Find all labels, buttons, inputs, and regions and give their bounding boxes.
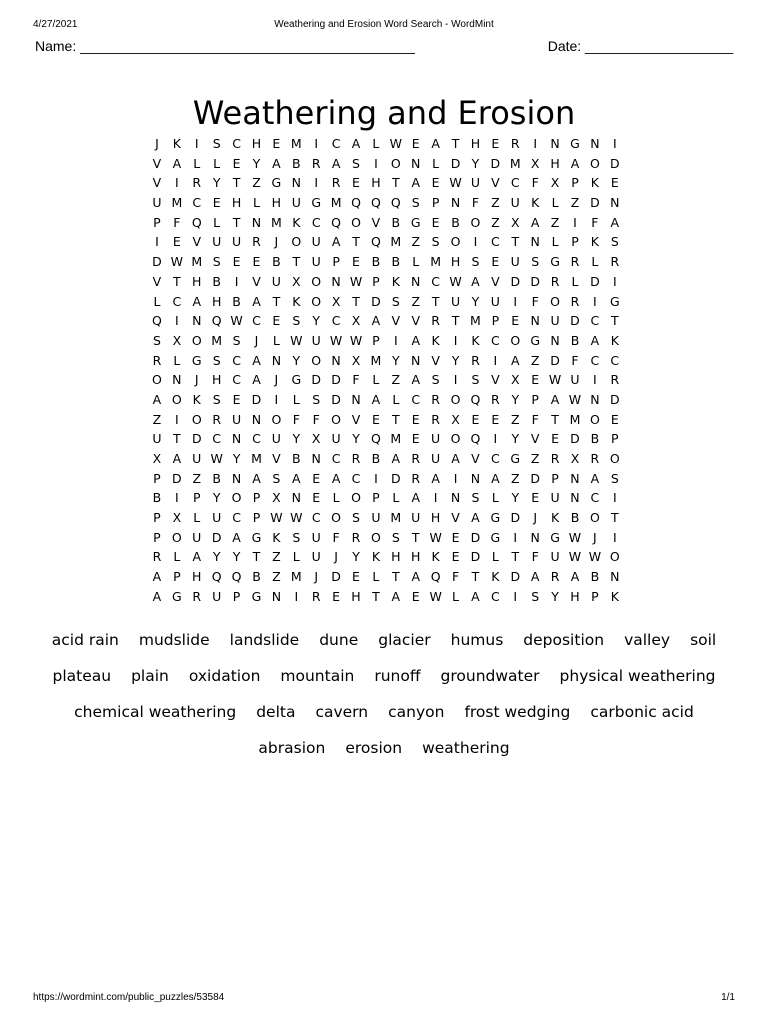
word-list-item: physical weathering bbox=[559, 667, 716, 685]
word-list-row bbox=[20, 662, 748, 698]
word-list-item: glacier bbox=[378, 631, 431, 649]
grid-row: R L A Y Y T Z L U J Y K H H K E D L T F U W W O bbox=[152, 549, 620, 565]
word-list-item: abrasion bbox=[258, 739, 326, 757]
word-list-item: delta bbox=[256, 703, 296, 721]
word-list-item: canyon bbox=[388, 703, 445, 721]
grid-row: L C A H B A T K O X T D S Z T U Y U I F O R I G bbox=[153, 293, 620, 309]
grid-row: J K I S C H E M I C A L W E A T H E R I N G N I bbox=[155, 136, 617, 151]
print-page-title: Weathering and Erosion Word Search - WordMint bbox=[274, 19, 494, 30]
grid-row: P D Z B N A S A E A C I D R A I N A Z D P N A S bbox=[153, 470, 619, 486]
date-field: Date: ___________________ bbox=[547, 38, 733, 54]
page-title: Weathering and Erosion bbox=[192, 94, 576, 133]
grid-row: V I R Y T Z G N I R E H T A E W U V C F X P K E bbox=[152, 175, 619, 191]
word-list-item: soil bbox=[690, 631, 717, 649]
grid-row: P F Q L T N M K C Q O V B G E B O Z X A Z I F A bbox=[153, 214, 620, 230]
word-list-item: chemical weathering bbox=[74, 703, 237, 721]
word-list-row bbox=[20, 626, 748, 662]
print-header bbox=[33, 19, 735, 33]
grid-row: O N J H C A J G D D F L Z A S I S V X E W U I R bbox=[152, 372, 620, 388]
word-list-item: carbonic acid bbox=[590, 703, 694, 721]
name-field: Name: ___________________________________________ bbox=[35, 38, 415, 54]
word-list-item: groundwater bbox=[440, 667, 540, 685]
word-list-item: plateau bbox=[52, 667, 112, 685]
word-list-item: runoff bbox=[374, 667, 421, 685]
word-search-grid bbox=[147, 134, 625, 607]
print-date: 4/27/2021 bbox=[33, 19, 78, 30]
word-list-row bbox=[20, 734, 748, 770]
grid-row: U T D C N C U Y X U Y Q M E U O Q I Y V E D B P bbox=[152, 431, 619, 447]
word-list-item: weathering bbox=[422, 739, 510, 757]
word-list-item: landslide bbox=[229, 631, 300, 649]
footer-page-number: 1/1 bbox=[721, 992, 735, 1003]
word-list-item: cavern bbox=[315, 703, 369, 721]
grid-row: A P H Q Q B Z M J D E L T A Q F T K D A R A B N bbox=[152, 569, 620, 585]
grid-row: B I P Y O P X N E L O P L A I N S L Y E U N C I bbox=[152, 490, 617, 506]
word-list bbox=[20, 626, 748, 770]
print-footer bbox=[33, 992, 735, 1006]
word-list-item: dune bbox=[319, 631, 359, 649]
grid-row: P X L U C P W W C O S U M U H V A G D J K B O T bbox=[153, 510, 619, 526]
grid-row: V A L L E Y A B R A S I O N L D Y D M X H A O D bbox=[152, 155, 620, 171]
word-list-row bbox=[20, 698, 748, 734]
word-list-item: oxidation bbox=[188, 667, 261, 685]
word-list-item: humus bbox=[450, 631, 504, 649]
grid-row: Z I O R U N O F F O V E T E R X E E Z F T M O E bbox=[152, 411, 619, 427]
word-list-item: mudslide bbox=[138, 631, 210, 649]
grid-row: U M C E H L H U G M Q Q Q S P N F Z U K L Z D N bbox=[152, 195, 620, 211]
word-list-item: plain bbox=[131, 667, 169, 685]
grid-row: D W M S E E B T U P E B B L M H S E U S G R L R bbox=[152, 254, 620, 270]
word-list-item: valley bbox=[624, 631, 671, 649]
grid-row: S X O M S J L W U W W P I A K I K C O G N B A K bbox=[152, 332, 619, 348]
grid-row: A G R U P G N I R E H T A E W L A C I S Y H P K bbox=[152, 588, 619, 604]
grid-row: X A U W Y M V B N C R B A R U A V C G Z R X R O bbox=[152, 451, 620, 466]
word-list-item: acid rain bbox=[51, 631, 119, 649]
grid-row: A O K S E D I L S D N A L C R O Q R Y P A W N D bbox=[152, 391, 620, 407]
word-list-item: frost wedging bbox=[464, 703, 571, 721]
grid-row: Q I N Q W C E S Y C X A V V R T M P E N U D C T bbox=[152, 313, 619, 329]
word-list-item: mountain bbox=[280, 667, 355, 685]
grid-row: V T H B I V U X O N W P K N C W A V D D R L D I bbox=[152, 273, 617, 289]
grid-row: P O U D A G K S U F R O S T W E D G I N G W J I bbox=[153, 529, 617, 545]
word-list-item: deposition bbox=[523, 631, 605, 649]
grid-row: R L G S C A N Y O N X M Y N V Y R I A Z D F C C bbox=[152, 352, 620, 368]
footer-url: https://wordmint.com/public_puzzles/53584 bbox=[33, 992, 225, 1003]
grid-row: I E V U U R J O U A T Q M Z S O I C T N L P K S bbox=[155, 234, 619, 250]
word-list-item: erosion bbox=[345, 739, 403, 757]
